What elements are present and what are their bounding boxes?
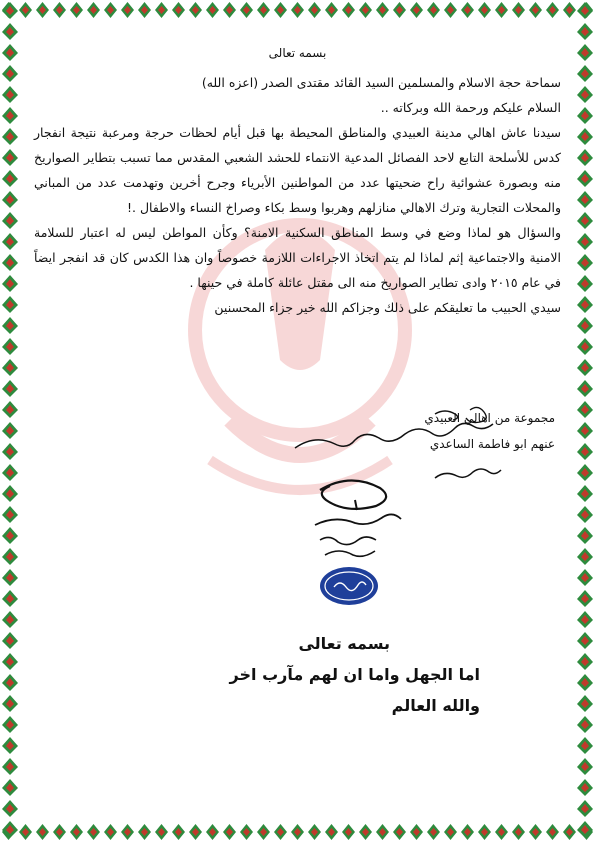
signers-group: مجموعة من اهالي العبيدي xyxy=(424,411,555,425)
letter-paragraph-1: سيدنا عاش اهالي مدينة العبيدي والمناطق المحيطة بها قبل أيام لحظات حرجة ومرعبة نتيجة انفجار كدس للأسلحة التابع لاحد الفصائل المدعية الانتماء للحشد الشعبي المقدس مما تسبب بتطاير الصواريخ منه وبصورة عشوائية راح ضحيتها عدد من المواطنين الأبرياء وجرح أخرين وتهدمت عدد من المباني والمحلات التجارية وترك الاهالي منازلهم وهربوا وسط بكاء وصراخ النساء والاطفال .! xyxy=(34,125,561,215)
letter-closing: سيدي الحبيب ما تعليقكم على ذلك وجزاكم الله خير جزاء المحسنين xyxy=(214,300,561,315)
letter-salutation: سماحة حجة الاسلام والمسلمين السيد القائد مقتدى الصدر (اعزه الله) xyxy=(201,75,561,90)
border-bottom xyxy=(0,822,595,842)
border-left xyxy=(0,0,20,842)
signers-representative: عنهم ابو فاطمة الساعدي xyxy=(429,437,555,451)
border-right xyxy=(575,0,595,842)
reply-block xyxy=(40,628,480,721)
letter-body xyxy=(34,40,561,320)
letter-paragraph-2: والسؤال هو لماذا وضع في وسط المناطق السكنية الامنة؟ وكأن المواطن ليس له اعتبار للسلامة الامنية والاجتماعية إثم لماذا لم يتم اتخاذ الاجراءات اللازمة خصوصاً وان هذا الكدس كان قد انفجر ايضاً في عام ٢٠١٥ وادى تطاير الصواريخ منه الى مقتل عائلة كاملة في حينها . xyxy=(34,225,561,290)
border-top xyxy=(0,0,595,20)
reply-title: بسمه تعالى xyxy=(298,634,390,653)
letter-greeting: السلام عليكم ورحمة الله وبركاته .. xyxy=(380,100,561,115)
seal-stamp xyxy=(318,565,380,607)
signature xyxy=(300,470,410,565)
reply-line-1: اما الجهل واما ان لهم مآرب اخر xyxy=(229,665,480,684)
reply-line-2: والله العالم xyxy=(391,696,480,715)
letter-basmala: بسمه تعالى xyxy=(268,46,327,60)
